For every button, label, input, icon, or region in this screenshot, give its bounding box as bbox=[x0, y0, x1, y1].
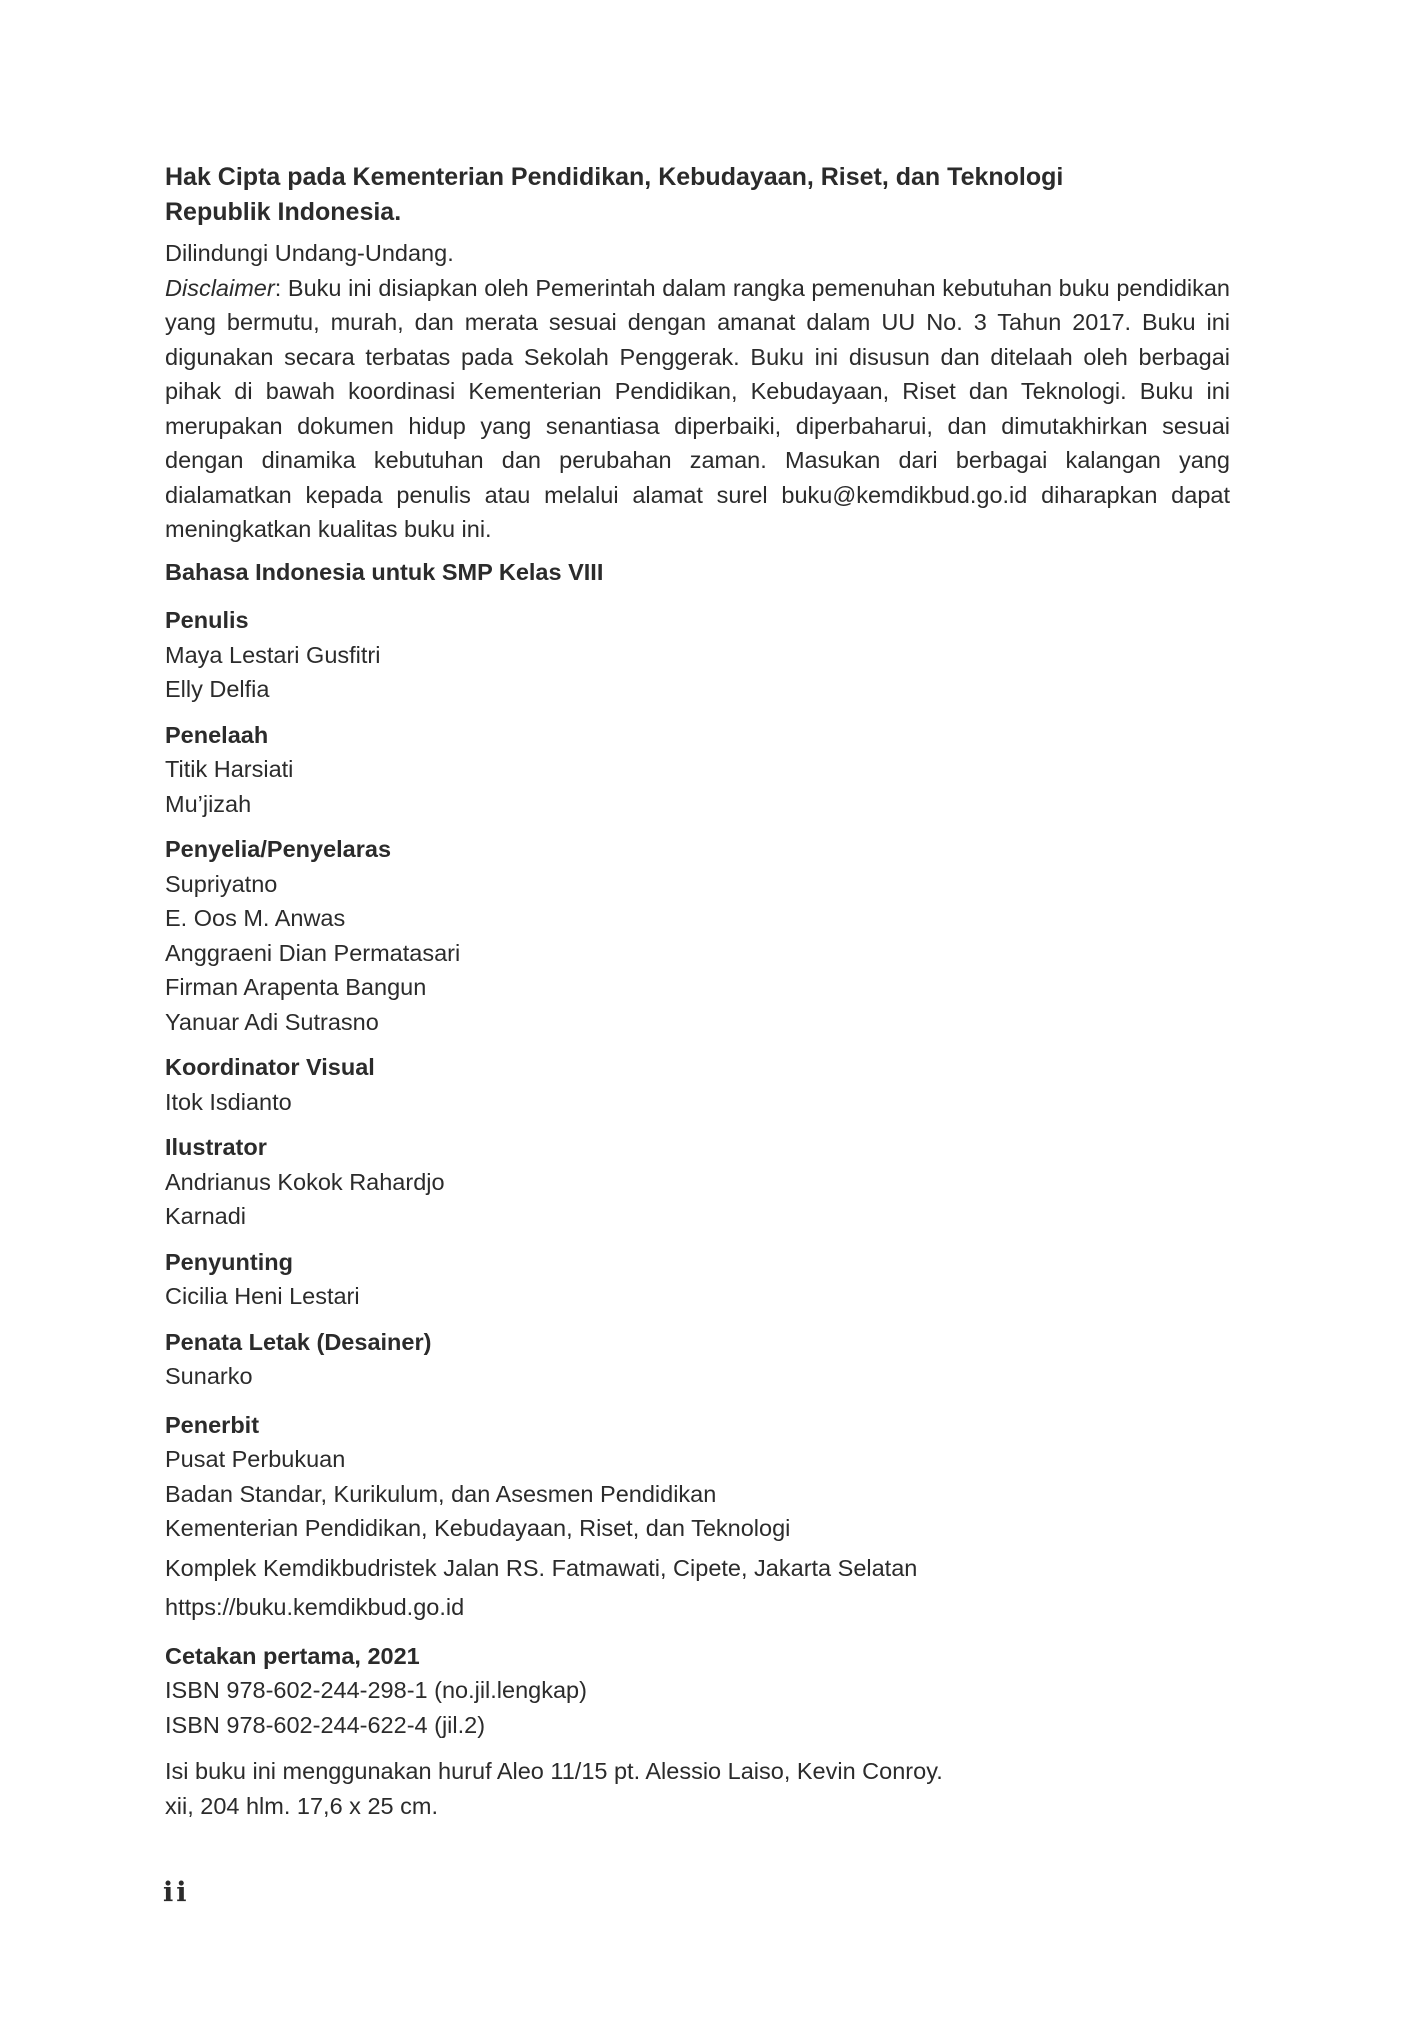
person-name: Anggraeni Dian Permatasari bbox=[165, 939, 461, 966]
copyright-line-2: Republik Indonesia. bbox=[165, 198, 402, 226]
copyright-notice bbox=[165, 160, 1230, 230]
section-penata-letak bbox=[165, 1325, 1230, 1394]
publisher-url: https://buku.kemdikbud.go.id bbox=[165, 1594, 465, 1620]
section-penerbit bbox=[165, 1408, 1230, 1625]
copyright-line-1: Hak Cipta pada Kementerian Pendidikan, Kebudayaan, Riset, dan Teknologi bbox=[165, 163, 1064, 191]
section-heading: Cetakan pertama, 2021 bbox=[165, 1642, 420, 1669]
publisher-address: Komplek Kemdikbudristek Jalan RS. Fatmawati, Cipete, Jakarta Selatan bbox=[165, 1554, 918, 1581]
section-penulis bbox=[165, 603, 1230, 707]
section-penyunting bbox=[165, 1245, 1230, 1314]
section-heading: Ilustrator bbox=[165, 1134, 267, 1160]
person-name: Andrianus Kokok Rahardjo bbox=[165, 1168, 445, 1195]
colophon bbox=[165, 1754, 1230, 1823]
section-penelaah bbox=[165, 718, 1230, 822]
person-name: Titik Harsiati bbox=[165, 756, 294, 782]
disclaimer-label: Disclaimer bbox=[165, 274, 275, 301]
section-heading: Penelaah bbox=[165, 721, 269, 748]
colophon-size-line: xii, 204 hlm. 17,6 x 25 cm. bbox=[165, 1792, 438, 1819]
person-name: E. Oos M. Anwas bbox=[165, 905, 346, 931]
publisher-line: Pusat Perbukuan bbox=[165, 1446, 346, 1472]
book-title: Bahasa Indonesia untuk SMP Kelas VIII bbox=[165, 558, 604, 585]
publisher-line: Badan Standar, Kurikulum, dan Asesmen Pendidikan bbox=[165, 1480, 717, 1507]
imprint-page bbox=[165, 160, 1230, 1823]
isbn-line: ISBN 978-602-244-298-1 (no.jil.lengkap) bbox=[165, 1677, 587, 1703]
person-name: Mu’jizah bbox=[165, 790, 252, 817]
section-heading: Penata Letak (Desainer) bbox=[165, 1328, 432, 1355]
protected-notice: Dilindungi Undang-Undang. bbox=[165, 240, 454, 266]
person-name: Elly Delfia bbox=[165, 676, 270, 702]
section-ilustrator bbox=[165, 1130, 1230, 1234]
colophon-font-line: Isi buku ini menggunakan huruf Aleo 11/15 pt. Alessio Laiso, Kevin Conroy. bbox=[165, 1758, 943, 1784]
person-name: Itok Isdianto bbox=[165, 1088, 292, 1115]
isbn-line: ISBN 978-602-244-622-4 (jil.2) bbox=[165, 1711, 486, 1738]
disclaimer bbox=[165, 271, 1230, 547]
section-heading: Penyelia/Penyelaras bbox=[165, 836, 392, 862]
section-koordinator-visual bbox=[165, 1050, 1230, 1119]
publisher-line: Kementerian Pendidikan, Kebudayaan, Riset, dan Teknologi bbox=[165, 1515, 791, 1541]
section-heading: Penerbit bbox=[165, 1411, 260, 1438]
person-name: Maya Lestari Gusfitri bbox=[165, 641, 381, 668]
section-heading: Penyunting bbox=[165, 1248, 293, 1275]
person-name: Sunarko bbox=[165, 1363, 253, 1389]
page-number: ii bbox=[163, 1877, 190, 1908]
person-name: Karnadi bbox=[165, 1203, 246, 1229]
section-heading: Penulis bbox=[165, 607, 249, 633]
section-penyelia bbox=[165, 832, 1230, 1039]
person-name: Yanuar Adi Sutrasno bbox=[165, 1008, 379, 1035]
section-heading: Koordinator Visual bbox=[165, 1054, 375, 1080]
disclaimer-text: : Buku ini disiapkan oleh Pemerintah dalam rangka pemenuhan kebutuhan buku pendidikan yang bermutu, murah, dan merata sesuai dengan amanat dalam UU No. 3 Tahun 2017. Buku ini digunakan secara terbatas pada Sekolah Penggerak. Buku ini disusun dan ditelaah oleh berbagai pihak di bawah koordinasi Kementerian Pendidikan, Kebudayaan, Riset dan Teknologi. Buku ini merupakan dokumen hidup yang senantiasa diperbaiki, diperbaharui, dan dimutakhirkan sesuai dengan dinamika kebutuhan dan perubahan zaman. Masukan dari berbagai kalangan yang dialamatkan kepada penulis atau melalui alamat surel buku@kemdikbud.go.id diharapkan dapat meningkatkan kualitas buku ini. bbox=[165, 274, 1230, 542]
person-name: Firman Arapenta Bangun bbox=[165, 974, 427, 1000]
person-name: Supriyatno bbox=[165, 870, 278, 897]
section-cetakan bbox=[165, 1639, 1230, 1743]
person-name: Cicilia Heni Lestari bbox=[165, 1283, 360, 1309]
